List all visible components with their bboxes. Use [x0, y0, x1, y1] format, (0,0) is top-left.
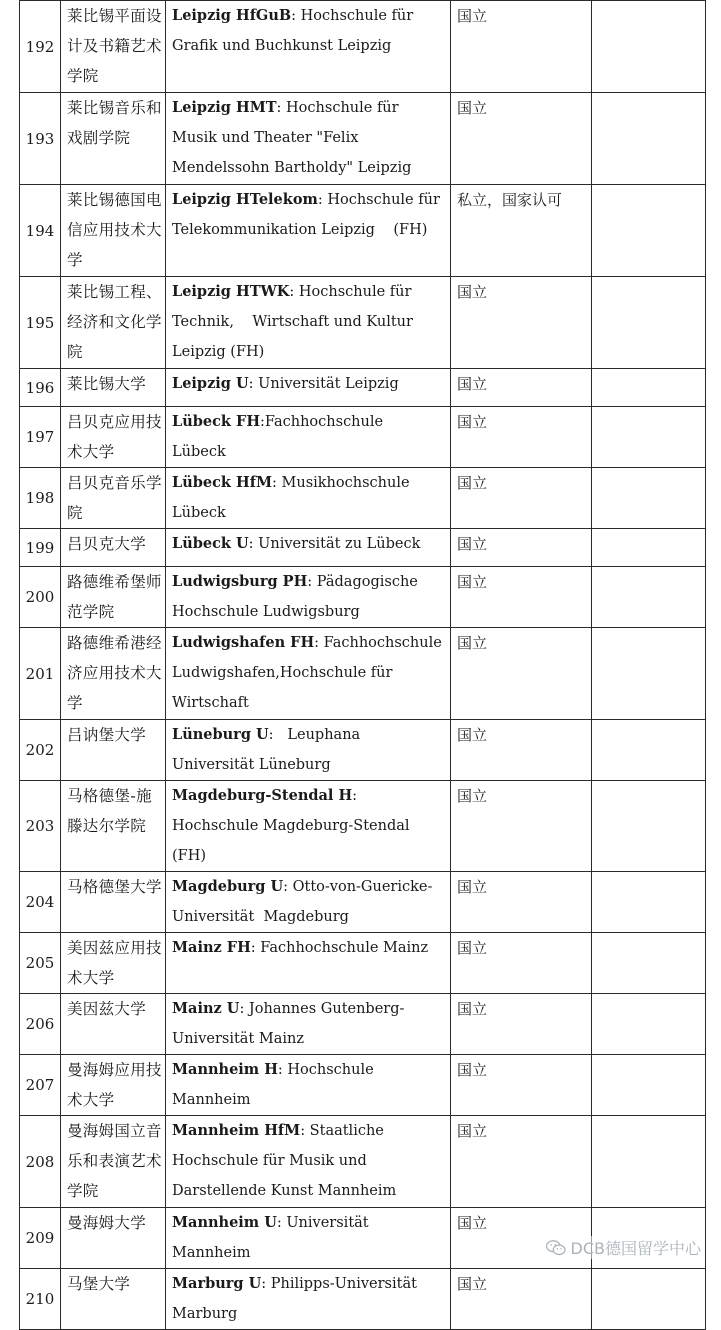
- row-number: 192: [20, 1, 61, 93]
- full-name: : Universität Leipzig: [248, 376, 399, 392]
- wechat-icon: [545, 1239, 567, 1257]
- row-number: 193: [20, 93, 61, 185]
- chinese-name: 莱比锡平面设计及书籍艺术学院: [61, 1, 166, 93]
- remark-cell: [592, 1269, 706, 1330]
- remark-cell: [592, 407, 706, 468]
- abbreviation: Mainz U: [172, 1000, 240, 1017]
- chinese-name: 吕贝克应用技术大学: [61, 407, 166, 468]
- row-number: 203: [20, 781, 61, 872]
- chinese-name: 吕讷堡大学: [61, 720, 166, 781]
- chinese-name: 吕贝克音乐学院: [61, 468, 166, 529]
- abbreviation: Leipzig HfGuB: [172, 7, 292, 24]
- full-name: : Leuphana Universität Lüneburg: [172, 727, 365, 773]
- german-name: [166, 1269, 451, 1330]
- full-name: : Johannes Gutenberg-Universität Mainz: [172, 1001, 405, 1047]
- chinese-name: 美因兹应用技术大学: [61, 933, 166, 994]
- remark-cell: [592, 781, 706, 872]
- table-row: [20, 468, 706, 529]
- abbreviation: Leipzig U: [172, 375, 249, 392]
- table-row: [20, 933, 706, 994]
- abbreviation: Mannheim HfM: [172, 1122, 301, 1139]
- full-name: : Universität Mannheim: [172, 1215, 374, 1261]
- full-name: : Hochschule für Telekommunikation Leipzig (FH): [172, 192, 445, 238]
- table-row: [20, 1269, 706, 1330]
- german-name: [166, 872, 451, 933]
- school-type: 国立: [451, 1116, 592, 1208]
- remark-cell: [592, 529, 706, 567]
- abbreviation: Mannheim U: [172, 1214, 277, 1231]
- chinese-name: 美因兹大学: [61, 994, 166, 1055]
- abbreviation: Lübeck U: [172, 535, 249, 552]
- table-row: [20, 567, 706, 628]
- school-type: 国立: [451, 1208, 592, 1269]
- row-number: 204: [20, 872, 61, 933]
- row-number: 195: [20, 277, 61, 369]
- german-name: [166, 468, 451, 529]
- row-number: 201: [20, 628, 61, 720]
- abbreviation: Leipzig HTelekom: [172, 191, 318, 208]
- german-name: [166, 781, 451, 872]
- remark-cell: [592, 277, 706, 369]
- full-name: : Fachhochschule Ludwigshafen,Hochschule für Wirtschaft: [172, 635, 447, 711]
- german-name: [166, 1208, 451, 1269]
- full-name: : Hochschule Mannheim: [172, 1062, 379, 1108]
- chinese-name: 曼海姆应用技术大学: [61, 1055, 166, 1116]
- school-type: 国立: [451, 872, 592, 933]
- remark-cell: [592, 185, 706, 277]
- table-row: [20, 781, 706, 872]
- table-row: [20, 1055, 706, 1116]
- table-row: [20, 407, 706, 468]
- remark-cell: [592, 369, 706, 407]
- watermark-text: DCB德国留学中心: [570, 1239, 701, 1258]
- school-type: 国立: [451, 277, 592, 369]
- chinese-name: 吕贝克大学: [61, 529, 166, 567]
- table-row: [20, 369, 706, 407]
- school-type: 国立: [451, 628, 592, 720]
- remark-cell: [592, 468, 706, 529]
- school-type: 国立: [451, 720, 592, 781]
- remark-cell: [592, 872, 706, 933]
- abbreviation: Lüneburg U: [172, 726, 269, 743]
- school-type: 国立: [451, 567, 592, 628]
- full-name: : Universität zu Lübeck: [248, 536, 421, 552]
- german-name: [166, 277, 451, 369]
- table-row: [20, 872, 706, 933]
- school-type: 国立: [451, 529, 592, 567]
- full-name: : Staatliche Hochschule für Musik und Darstellende Kunst Mannheim: [172, 1123, 397, 1199]
- german-name: [166, 93, 451, 185]
- chinese-name: 马格德堡-施滕达尔学院: [61, 781, 166, 872]
- full-name: : Otto-von-Guericke-Universität Magdeburg: [172, 879, 433, 925]
- remark-cell: [592, 994, 706, 1055]
- full-name: : Musikhochschule Lübeck: [172, 475, 415, 521]
- chinese-name: 莱比锡工程、经济和文化学院: [61, 277, 166, 369]
- abbreviation: Lübeck HfM: [172, 474, 273, 491]
- chinese-name: 曼海姆大学: [61, 1208, 166, 1269]
- abbreviation: Mainz FH: [172, 939, 251, 956]
- german-name: [166, 1, 451, 93]
- remark-cell: [592, 1055, 706, 1116]
- row-number: 197: [20, 407, 61, 468]
- abbreviation: Leipzig HMT: [172, 99, 277, 116]
- german-name: [166, 185, 451, 277]
- row-number: 209: [20, 1208, 61, 1269]
- watermark: [545, 1236, 701, 1259]
- row-number: 199: [20, 529, 61, 567]
- remark-cell: [592, 628, 706, 720]
- german-name: [166, 567, 451, 628]
- table-row: [20, 628, 706, 720]
- school-type: 国立: [451, 369, 592, 407]
- school-type: 私立，国家认可: [451, 185, 592, 277]
- german-name: [166, 994, 451, 1055]
- abbreviation: Magdeburg-Stendal H: [172, 787, 353, 804]
- row-number: 210: [20, 1269, 61, 1330]
- german-name: [166, 628, 451, 720]
- abbreviation: Leipzig HTWK: [172, 283, 290, 300]
- university-table: [19, 0, 706, 1330]
- german-name: [166, 720, 451, 781]
- chinese-name: 曼海姆国立音乐和表演艺术学院: [61, 1116, 166, 1208]
- school-type: 国立: [451, 781, 592, 872]
- abbreviation: Ludwigsburg PH: [172, 573, 308, 590]
- school-type: 国立: [451, 93, 592, 185]
- table-row: [20, 93, 706, 185]
- remark-cell: [592, 1, 706, 93]
- row-number: 202: [20, 720, 61, 781]
- table-row: [20, 185, 706, 277]
- full-name: : Pädagogische Hochschule Ludwigsburg: [172, 574, 423, 620]
- full-name: : Fachhochschule Mainz: [250, 940, 429, 956]
- abbreviation: Marburg U: [172, 1275, 262, 1292]
- table-row: [20, 1116, 706, 1208]
- german-name: [166, 1116, 451, 1208]
- full-name: : Hochschule Magdeburg-Stendal (FH): [172, 788, 415, 864]
- table-row: [20, 529, 706, 567]
- university-table-body: [20, 1, 706, 1330]
- chinese-name: 马堡大学: [61, 1269, 166, 1330]
- abbreviation: Mannheim H: [172, 1061, 278, 1078]
- school-type: 国立: [451, 407, 592, 468]
- remark-cell: [592, 1116, 706, 1208]
- remark-cell: [592, 933, 706, 994]
- table-row: [20, 277, 706, 369]
- school-type: 国立: [451, 1055, 592, 1116]
- full-name: : Hochschule für Musik und Theater "Felix Mendelssohn Bartholdy" Leipzig: [172, 100, 412, 176]
- school-type: 国立: [451, 1, 592, 93]
- german-name: [166, 529, 451, 567]
- chinese-name: 马格德堡大学: [61, 872, 166, 933]
- row-number: 200: [20, 567, 61, 628]
- full-name: : Hochschule für Technik, Wirtschaft und Kultur Leipzig (FH): [172, 284, 418, 360]
- school-type: 国立: [451, 994, 592, 1055]
- remark-cell: [592, 567, 706, 628]
- row-number: 194: [20, 185, 61, 277]
- abbreviation: Ludwigshafen FH: [172, 634, 315, 651]
- row-number: 205: [20, 933, 61, 994]
- row-number: 196: [20, 369, 61, 407]
- row-number: 208: [20, 1116, 61, 1208]
- chinese-name: 莱比锡大学: [61, 369, 166, 407]
- row-number: 198: [20, 468, 61, 529]
- chinese-name: 路德维希港经济应用技术大学: [61, 628, 166, 720]
- remark-cell: [592, 720, 706, 781]
- abbreviation: Lübeck FH: [172, 413, 261, 430]
- table-row: [20, 1, 706, 93]
- full-name: : Philipps-Universität Marburg: [172, 1276, 422, 1322]
- chinese-name: 路德维希堡师范学院: [61, 567, 166, 628]
- school-type: 国立: [451, 933, 592, 994]
- german-name: [166, 407, 451, 468]
- chinese-name: 莱比锡音乐和戏剧学院: [61, 93, 166, 185]
- full-name: : Hochschule für Grafik und Buchkunst Leipzig: [172, 8, 418, 54]
- remark-cell: [592, 93, 706, 185]
- school-type: 国立: [451, 468, 592, 529]
- chinese-name: 莱比锡德国电信应用技术大学: [61, 185, 166, 277]
- german-name: [166, 933, 451, 994]
- table-row: [20, 720, 706, 781]
- german-name: [166, 1055, 451, 1116]
- german-name: [166, 369, 451, 407]
- table-row: [20, 994, 706, 1055]
- full-name: :Fachhochschule Lübeck: [172, 414, 397, 460]
- row-number: 206: [20, 994, 61, 1055]
- row-number: 207: [20, 1055, 61, 1116]
- school-type: 国立: [451, 1269, 592, 1330]
- abbreviation: Magdeburg U: [172, 878, 284, 895]
